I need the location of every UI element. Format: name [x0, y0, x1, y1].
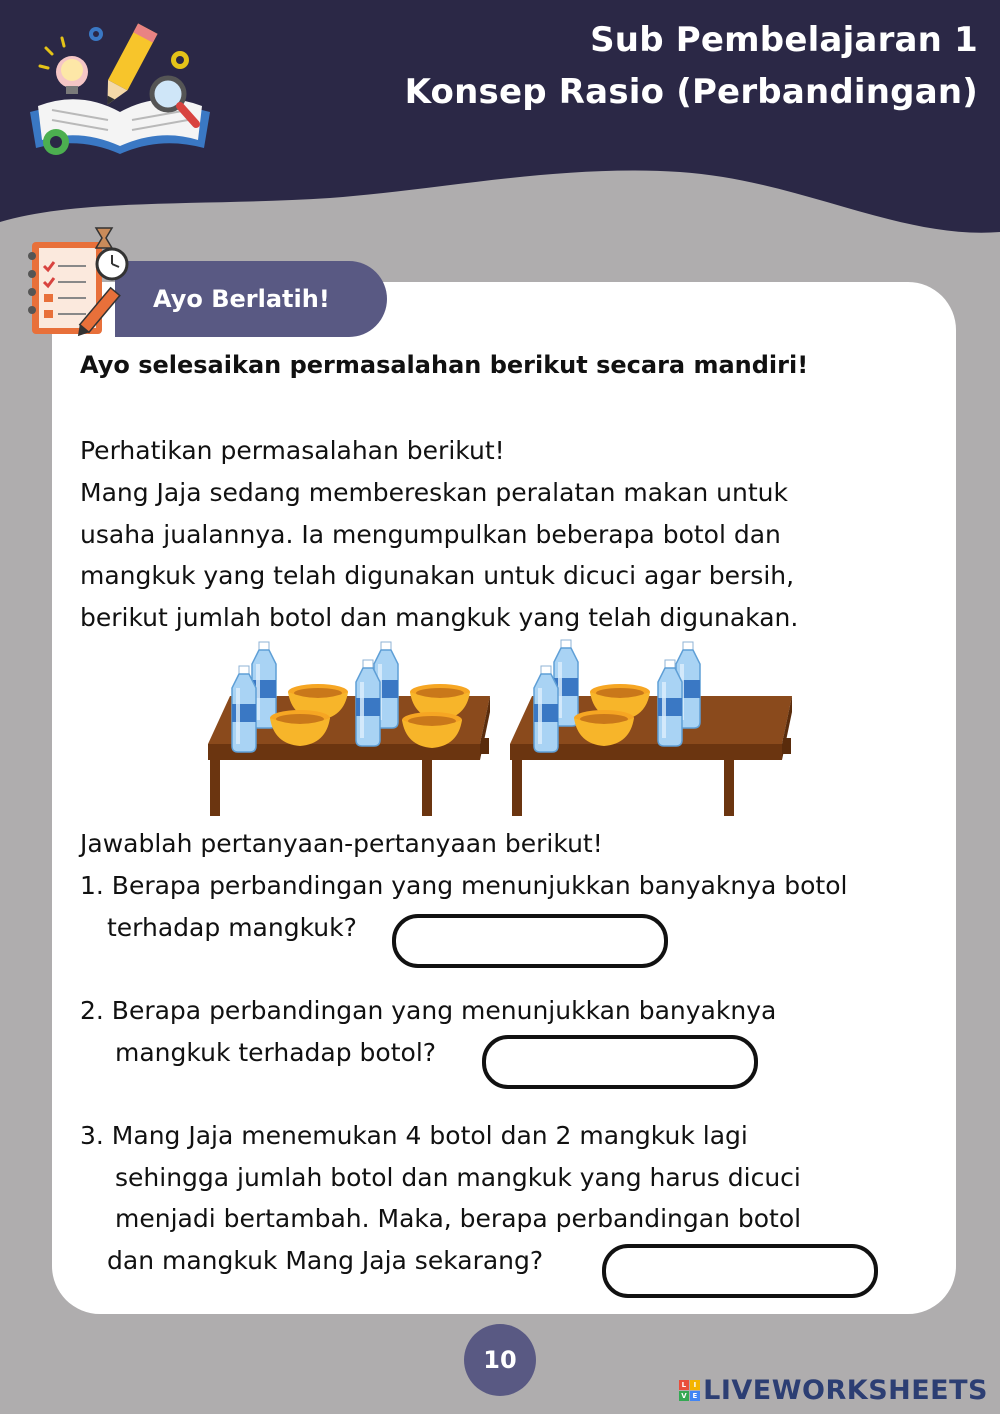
table-1: [208, 642, 490, 816]
page-number: 10: [464, 1324, 536, 1396]
header-title-line2: Konsep Rasio (Perbandingan): [404, 72, 978, 112]
table-2: [510, 640, 792, 816]
question-1-line-2: terhadap mangkuk?: [107, 913, 357, 942]
book-study-icon: [20, 20, 220, 170]
answer-2-input[interactable]: [482, 1035, 758, 1089]
question-3-line-1: 3. Mang Jaja menemukan 4 botol dan 2 mangkuk lagi: [80, 1121, 748, 1150]
checklist-icon: [24, 222, 132, 342]
story-line-4: berikut jumlah botol dan mangkuk yang telah digunakan.: [80, 603, 799, 632]
question-1-line-1: 1. Berapa perbandingan yang menunjukkan banyaknya botol: [80, 871, 848, 900]
story-line-3: mangkuk yang telah digunakan untuk dicuci agar bersih,: [80, 561, 795, 590]
question-3-line-4: dan mangkuk Mang Jaja sekarang?: [107, 1246, 544, 1275]
header-title-line1: Sub Pembelajaran 1: [590, 20, 978, 60]
brand-text: LIVEWORKSHEETS: [703, 1374, 988, 1406]
answer-1-input[interactable]: [392, 914, 668, 968]
section-tab-label: Ayo Berlatih!: [153, 285, 330, 313]
story-line-1: Mang Jaja sedang membereskan peralatan makan untuk: [80, 478, 788, 507]
question-3-line-3: menjadi bertambah. Maka, berapa perbandingan botol: [115, 1204, 802, 1233]
intro-text: Perhatikan permasalahan berikut!: [80, 436, 505, 465]
answer-3-input[interactable]: [602, 1244, 878, 1298]
tables-illustration: [200, 632, 800, 822]
liveworksheets-logo-icon: L I V E: [679, 1380, 700, 1401]
story-line-2: usaha jualannya. Ia mengumpulkan beberapa botol dan: [80, 520, 781, 549]
question-3-line-2: sehingga jumlah botol dan mangkuk yang harus dicuci: [115, 1163, 801, 1192]
section-tab: [115, 261, 387, 337]
questions-prompt: Jawablah pertanyaan-pertanyaan berikut!: [80, 829, 603, 858]
instruction-heading: Ayo selesaikan permasalahan berikut secara mandiri!: [80, 351, 809, 379]
question-2-line-2: mangkuk terhadap botol?: [115, 1038, 437, 1067]
liveworksheets-brand: [679, 1374, 988, 1406]
question-2-line-1: 2. Berapa perbandingan yang menunjukkan banyaknya: [80, 996, 777, 1025]
